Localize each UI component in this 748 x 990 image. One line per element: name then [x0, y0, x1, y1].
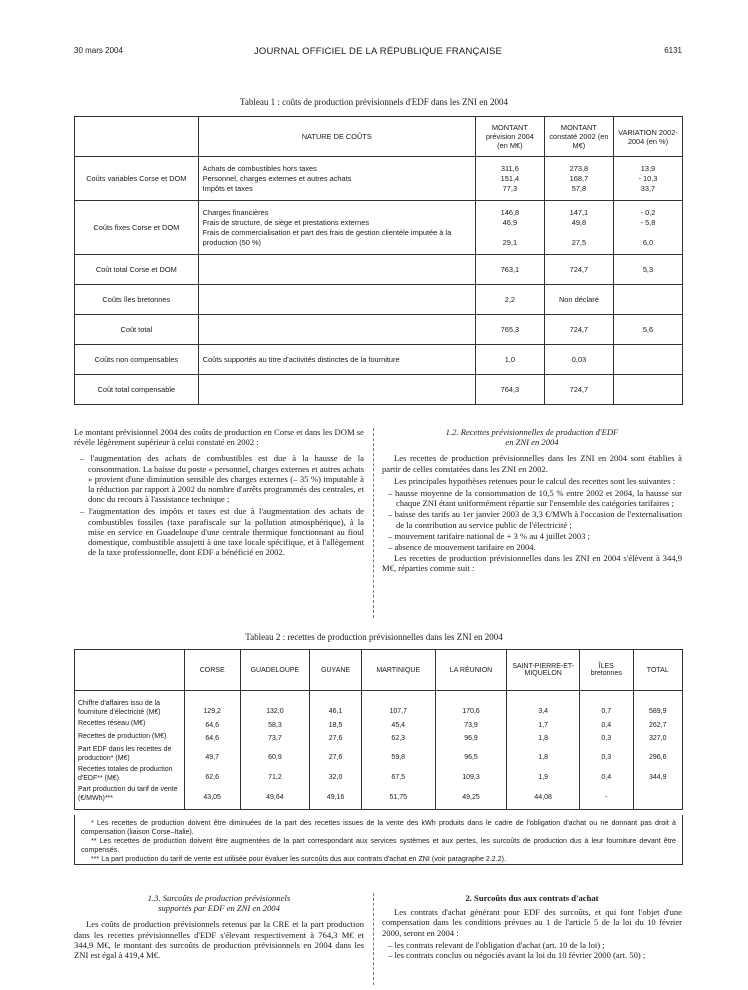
bullet: – les contrats conclus ou négociés avant la loi du 10 février 2000 (art. 50) ;	[388, 950, 646, 961]
cell-value: 73,7	[268, 735, 282, 742]
paragraph: Les contrats d'achat générant pour EDF des surcoûts, et qui font l'objet d'une compensation dans les conditions prévues au 1 de l'article 5 de la loi du 10 février 2000, seront en 2004 :	[382, 907, 682, 938]
cell-value	[618, 295, 678, 305]
cost-item: Achats de combustibles hors taxes	[202, 163, 317, 173]
cell-value: 129,2	[203, 708, 221, 715]
table2-column-values	[633, 691, 682, 810]
cell-value: 18,5	[328, 722, 343, 729]
cell-value: 64,6	[205, 735, 219, 742]
cell-value: 33,7	[640, 183, 656, 193]
cell-value: 29,1	[502, 237, 518, 247]
cell-value: 151,4	[500, 173, 520, 183]
cost-item	[203, 325, 471, 335]
table1-row	[75, 157, 683, 201]
cost-category: Coûts variables Corse et DOM	[75, 157, 199, 201]
table2-notes	[74, 815, 683, 865]
cost-items	[198, 157, 475, 201]
cell-value: 763,1	[500, 264, 520, 274]
cell-value: 0,3	[601, 735, 612, 742]
cell-value: 1,8	[538, 754, 549, 761]
cell-value: 96,5	[464, 754, 478, 761]
left-column-top	[74, 427, 364, 559]
cell-value: 73,9	[464, 722, 478, 729]
cell-value: - 10,3	[638, 173, 658, 183]
cell-value: 170,6	[462, 708, 480, 715]
value-prev	[475, 157, 544, 201]
cell-value: 13,9	[640, 163, 656, 173]
table2-header	[75, 650, 185, 691]
row-label: Recettes réseau (M€)	[78, 720, 146, 727]
cost-item: Personnel, charges externes et autres achats	[202, 173, 352, 183]
value-var	[613, 255, 682, 285]
cost-item	[203, 385, 471, 395]
page-header	[74, 46, 682, 60]
cell-value: 311,6	[500, 163, 519, 173]
cell-value: 43,05	[203, 794, 221, 801]
row-label: Recettes de production (M€)	[78, 733, 167, 740]
value-const	[544, 255, 613, 285]
cell-value: 67,5	[391, 774, 406, 781]
table1-row	[75, 285, 683, 315]
cell-value: 724,7	[569, 264, 589, 274]
cell-value: 49,7	[205, 754, 219, 761]
cell-value: 1,9	[538, 774, 549, 781]
table1-row	[75, 315, 683, 345]
value-prev	[475, 255, 544, 285]
cell-value: 0,3	[601, 754, 612, 761]
bullet: – baisse des tarifs au 1er janvier 2003 de 3,3 €/MWh à l'occasion de l'externalisation de la contribution au service public de l'électricité ;	[388, 509, 682, 530]
cell-value: 46,9	[502, 217, 518, 227]
row-label: Part EDF dans les recettes de production* (M€)	[78, 746, 172, 762]
cell-value: 44,08	[534, 794, 552, 801]
cell-value: 147,1	[569, 207, 589, 217]
table2-header: GUADELOUPE	[240, 650, 310, 691]
cell-value: 71,2	[268, 774, 282, 781]
cell-value: 45,4	[391, 722, 406, 729]
cell-value: 5,3	[642, 264, 654, 274]
cell-value: 64,6	[205, 722, 219, 729]
table2-column-values	[361, 691, 435, 810]
cell-value: - 5,8	[640, 217, 656, 227]
table1-row	[75, 375, 683, 405]
cell-value: 146,8	[500, 207, 520, 217]
cost-item	[203, 295, 471, 305]
cell-value	[637, 785, 679, 805]
cost-item: Impôts et taxes	[202, 183, 253, 193]
table2-header: CORSE	[184, 650, 240, 691]
cell-value: 49,64	[266, 794, 284, 801]
table2-column-values	[240, 691, 310, 810]
paragraph: Les coûts de production prévisionnels retenus par la CRE et la part production dans les recettes prévisionnelles d'EDF s'élevant respectivement à 764,3 M€ et 344,9 M€, le montant des surcoûts de production prévisionnels en 2004 dans les ZNI est égal à 419,4 M€.	[74, 919, 364, 961]
right-column-top	[382, 427, 682, 576]
cell-value: 262,7	[649, 722, 667, 729]
cell-value: 2,2	[504, 294, 516, 304]
cell-value: 27,5	[571, 237, 587, 247]
table2-header: SAINT-PIERRE-ET-MIQUELON	[507, 650, 580, 691]
table2-header: LA RÉUNION	[435, 650, 507, 691]
cell-value: 765,3	[500, 324, 520, 334]
cost-items	[198, 315, 475, 345]
cell-value: 96,9	[464, 735, 478, 742]
value-prev	[475, 345, 544, 375]
value-const	[544, 375, 613, 405]
bullet: – hausse moyenne de la consommation de 10,5 % entre 2002 et 2004, la hausse sur chaque ZNI étant uniformément répartie sur l'ensemble des catégories tarifaires ;	[388, 488, 682, 509]
table2-caption: Tableau 2 : recettes de production prévisionnelles dans les ZNI en 2004	[245, 632, 503, 642]
cell-value: 109,3	[462, 774, 480, 781]
cost-items	[198, 255, 475, 285]
value-prev	[475, 285, 544, 315]
cost-item: Frais de structure, de siège et prestations externes	[202, 217, 370, 227]
value-var	[613, 285, 682, 315]
value-const	[544, 345, 613, 375]
cell-value: - 0,2	[640, 207, 656, 217]
cost-item: Frais de commercialisation et part des frais de gestion clientèle imputée à la production (50 %)	[202, 227, 452, 247]
value-var	[613, 201, 682, 255]
table2-row-labels	[75, 691, 185, 810]
value-prev	[475, 315, 544, 345]
cell-value: 0,4	[601, 774, 612, 781]
cell-value: 273,8	[569, 163, 589, 173]
table1-header-const: MONTANT constaté 2002 (en M€)	[544, 117, 613, 157]
cell-value: -	[605, 794, 608, 801]
cell-value: 6,0	[642, 237, 654, 247]
cell-value: 27,6	[328, 735, 343, 742]
cell-value: 0,7	[601, 708, 612, 715]
footnote: ** Les recettes de production doivent être augmentées de la part correspondant aux services systèmes et aux pertes, les surcoûts de production dus à leur fourniture devant être compensés.	[81, 837, 676, 854]
table2-column-values	[580, 691, 634, 810]
value-var	[613, 345, 682, 375]
section-heading	[74, 893, 364, 913]
table1-caption: Tableau 1 : coûts de production prévisionnels d'EDF dans les ZNI en 2004	[240, 97, 508, 107]
cell-value: 58,3	[268, 722, 282, 729]
cell-value: 49,25	[462, 794, 480, 801]
cost-category: Coûts non compensables	[75, 345, 199, 375]
table1-header-nature: NATURE DE COÛTS	[198, 117, 475, 157]
cell-value: 62,6	[205, 774, 219, 781]
cost-items	[198, 345, 475, 375]
cell-value: 49,8	[571, 217, 587, 227]
paragraph: Les recettes de production prévisionnelles dans les ZNI en 2004 s'élèvent à 344,9 M€, réparties comme suit :	[382, 553, 682, 574]
value-const	[544, 157, 613, 201]
cost-category: Coût total compensable	[75, 375, 199, 405]
table2-column-values	[435, 691, 507, 810]
cell-value: 1,8	[538, 735, 549, 742]
table2-header: TOTAL	[633, 650, 682, 691]
cell-value: 3,4	[538, 708, 549, 715]
table2-header: ÎLES bretonnes	[580, 650, 634, 691]
column-divider	[373, 428, 374, 618]
bullet: – absence de mouvement tarifaire en 2004.	[388, 542, 536, 553]
cell-value: 32,0	[328, 774, 343, 781]
cell-value: 132,0	[266, 708, 284, 715]
cell-value: 1,0	[504, 354, 516, 364]
heading-line: 1.2. Recettes prévisionnelles de production d'EDF	[445, 427, 619, 437]
cell-value: 59,8	[391, 754, 406, 761]
cell-value: 589,9	[649, 708, 667, 715]
cell-value: 51,75	[389, 794, 407, 801]
cost-items	[198, 201, 475, 255]
row-label: Part production du tarif de vente (€/MWh)***	[78, 786, 178, 802]
table1	[74, 116, 683, 405]
bullet: – l'augmentation des achats de combustibles est due à la hausse de la consommation. La baisse du poste « personnel, charges externes et autres achats » provient d'une diminution sensible des charges externes (– 35 %) imputable à la réduction par rapport à 2002 du nombre d'arrêts programmés des centrales, et donc du recours à l'assistance technique ;	[80, 453, 364, 505]
table2-column-values	[310, 691, 362, 810]
cell-value: 27,6	[328, 754, 343, 761]
cost-item: Charges financières	[202, 207, 269, 217]
table1-row	[75, 345, 683, 375]
table1-header-prev: MONTANT prévision 2004 (en M€)	[475, 117, 544, 157]
cost-items	[198, 285, 475, 315]
value-prev	[475, 375, 544, 405]
cell-value: 0,03	[571, 354, 587, 364]
heading-line: 1.3. Surcoûts de production prévisionnels	[147, 893, 291, 903]
value-const	[544, 285, 613, 315]
cell-value: 77,3	[502, 183, 518, 193]
cell-value: 60,9	[268, 754, 282, 761]
issue-date: 30 mars 2004	[74, 46, 123, 55]
value-const	[544, 201, 613, 255]
paragraph: Les recettes de production prévisionnelles dans les ZNI en 2004 sont établies à partir de celles constatées dans les ZNI en 2002.	[382, 453, 682, 474]
cell-value: 1,7	[538, 722, 549, 729]
cell-value	[618, 355, 678, 365]
table1-header-var: VARIATION 2002-2004 (en %)	[613, 117, 682, 157]
column-divider	[373, 893, 374, 985]
cell-value: 46,1	[328, 708, 343, 715]
cell-value: 344,9	[649, 774, 667, 781]
table2-header: GUYANE	[310, 650, 362, 691]
table2	[74, 649, 683, 810]
value-var	[613, 157, 682, 201]
bullet: – les contrats relevant de l'obligation d'achat (art. 10 de la loi) ;	[388, 939, 605, 950]
left-column-bottom	[74, 893, 364, 962]
value-const	[544, 315, 613, 345]
cost-item	[203, 265, 471, 275]
cost-category: Coût total Corse et DOM	[75, 255, 199, 285]
cell-value: Non déclaré	[558, 294, 599, 304]
cell-value: 57,8	[571, 183, 587, 193]
cell-value: 49,16	[326, 794, 345, 801]
value-var	[613, 315, 682, 345]
section-heading	[382, 427, 682, 447]
value-prev	[475, 201, 544, 255]
table1-row	[75, 255, 683, 285]
cell-value	[618, 385, 678, 395]
row-label: Chiffre d'affaires issu de la fourniture d'électricité (M€)	[78, 700, 161, 716]
right-column-bottom	[382, 893, 682, 960]
table2-column-values	[184, 691, 240, 810]
cost-category: Coûts îles bretonnes	[75, 285, 199, 315]
page-number: 6131	[664, 46, 682, 55]
cell-value: 724,7	[569, 384, 589, 394]
cost-item: Coûts supportés au titre d'activités distinctes de la fourniture	[202, 354, 400, 364]
journal-title: JOURNAL OFFICIEL DE LA RÉPUBLIQUE FRANÇAISE	[253, 46, 503, 57]
table1-row	[75, 201, 683, 255]
heading-line: en ZNI en 2004	[505, 437, 559, 448]
bullet: – mouvement tarifaire national de + 3 % au 4 juillet 2003 ;	[388, 530, 590, 541]
cell-value: 296,6	[649, 754, 667, 761]
row-label: Recettes totales de production d'EDF** (M€)	[78, 766, 173, 782]
heading-line: supportés par EDF en ZNI en 2004	[158, 903, 280, 914]
section-heading: 2. Surcoûts dus aux contrats d'achat	[465, 893, 599, 903]
cell-value: 327,0	[649, 735, 667, 742]
footnote: *** La part production du tarif de vente est utilisée pour évaluer les surcoûts dus aux contrats d'achat en ZNI (voir paragraphe 2.2.2).	[91, 855, 506, 863]
table2-header: MARTINIQUE	[361, 650, 435, 691]
bullet: – l'augmentation des impôts et taxes est due à l'augmentation des achats de combustibles fossiles (taxe parafiscale sur la pollution atmosphérique), à la mise en service en Guadeloupe d'une centrale thermique fonctionnant au fioul domestique, combustible assujetti à une taxe locale spécifique, et à l'allègement de la taxe professionnelle, dont EDF a bénéficié en 2002.	[80, 506, 364, 558]
value-var	[613, 375, 682, 405]
paragraph: Les principales hypothèses retenues pour le calcul des recettes sont les suivantes :	[394, 475, 676, 486]
cell-value: 0,4	[601, 722, 612, 729]
cost-category: Coûts fixes Corse et DOM	[75, 201, 199, 255]
cell-value: 168,7	[569, 173, 589, 183]
cell-value: 107,7	[389, 708, 407, 715]
table1-header-empty	[75, 117, 199, 157]
paragraph: Le montant prévisionnel 2004 des coûts de production en Corse et dans les DOM se révèle légèrement supérieur à celui constaté en 2002 :	[74, 427, 364, 448]
cost-items	[198, 375, 475, 405]
cell-value: 724,7	[569, 324, 589, 334]
cell-value: 62,3	[391, 735, 406, 742]
footnote: * Les recettes de production doivent être diminuées de la part des recettes issues de la vente des kWh produits dans le cadre de l'obligation d'achat ou ne donnant pas droit à compensation (liaison Corse–Italie).	[81, 819, 676, 836]
cost-category: Coût total	[75, 315, 199, 345]
cell-value: 764,3	[500, 384, 520, 394]
cell-value: 5,6	[642, 324, 654, 334]
table2-column-values	[507, 691, 580, 810]
